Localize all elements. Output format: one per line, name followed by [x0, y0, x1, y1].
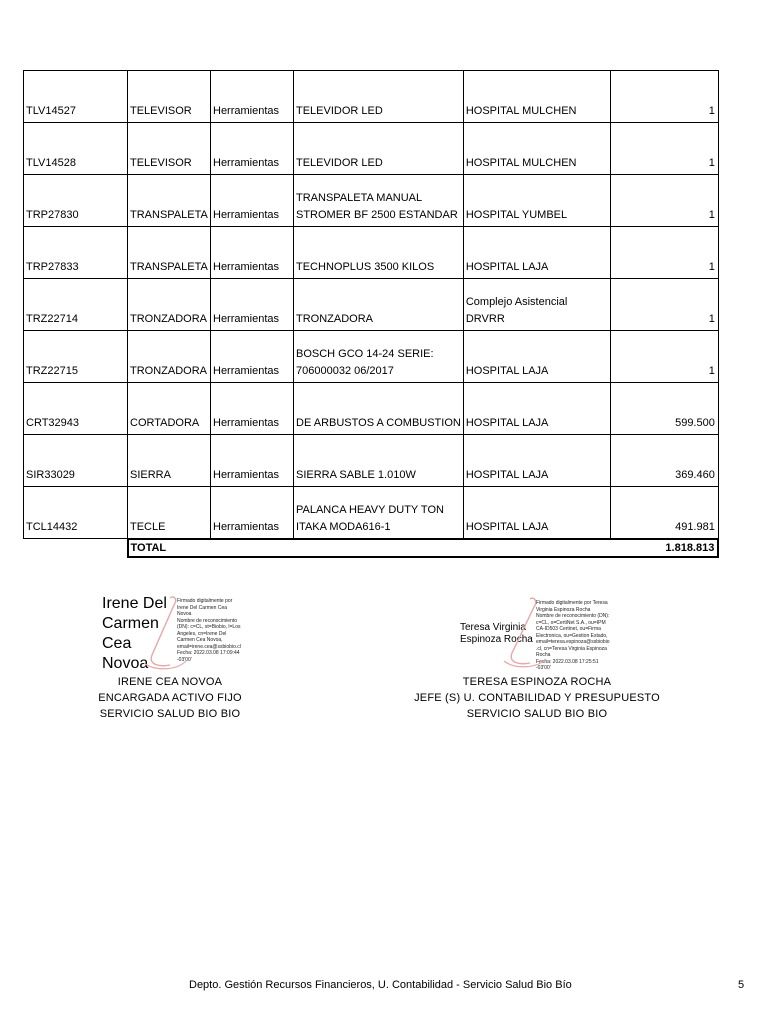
table-row	[24, 71, 719, 123]
asset-type-cell: TRONZADORA	[128, 279, 211, 331]
cell-line: 706000032 06/2017	[296, 365, 394, 377]
total-spacer	[24, 539, 128, 557]
signer-name-right: Teresa Virginia Espinoza Rocha	[460, 622, 533, 645]
location-cell	[463, 123, 610, 175]
category-cell: Herramientas	[211, 175, 294, 227]
amount-cell: 369.460	[610, 435, 718, 487]
cell-line: SIERRA SABLE 1.010W	[296, 469, 416, 481]
amount-cell: 599.500	[610, 383, 718, 435]
description-cell	[294, 487, 464, 539]
table-row	[24, 279, 719, 331]
cell-line: STROMER BF 2500 ESTANDAR	[296, 209, 458, 221]
asset-code-cell: TCL14432	[24, 487, 128, 539]
amount-cell: 1	[610, 279, 718, 331]
total-row	[24, 539, 719, 557]
asset-code-cell: TRZ22714	[24, 279, 128, 331]
amount-cell: 1	[610, 331, 718, 383]
cell-line: HOSPITAL YUMBEL	[465, 209, 568, 221]
total-spacer	[211, 539, 611, 557]
asset-code-cell: TLV14528	[24, 123, 128, 175]
location-cell	[463, 175, 610, 227]
table-row	[24, 487, 719, 539]
description-cell	[294, 227, 464, 279]
cell-line: TECHNOPLUS 3500 KILOS	[296, 261, 435, 273]
cell-line: HOSPITAL LAJA	[465, 261, 549, 273]
inventory-table	[23, 70, 719, 558]
cell-line: HOSPITAL LAJA	[465, 520, 549, 533]
category-cell: Herramientas	[211, 227, 294, 279]
description-cell	[294, 71, 464, 123]
asset-code-cell: TRP27833	[24, 227, 128, 279]
cell-line: HOSPITAL LAJA	[465, 417, 549, 429]
location-cell	[463, 487, 610, 539]
amount-cell: 1	[610, 71, 718, 123]
amount-cell: 491.981	[610, 487, 718, 539]
cell-line: TRONZADORA	[296, 313, 373, 325]
cell-line: HOSPITAL MULCHEN	[465, 105, 577, 117]
table-row	[24, 331, 719, 383]
location-cell	[463, 227, 610, 279]
asset-type-cell: TELEVISOR	[128, 71, 211, 123]
signer-name-left: Irene Del Carmen Cea Novoa	[102, 595, 167, 672]
table-row	[24, 435, 719, 487]
page-number: 5	[738, 979, 745, 991]
cell-line: DE ARBUSTOS A COMBUSTION	[296, 417, 461, 429]
category-cell: Herramientas	[211, 383, 294, 435]
table-row	[24, 227, 719, 279]
category-cell: Herramientas	[211, 71, 294, 123]
cell-line: DRVRR	[465, 313, 505, 325]
cell-line: HOSPITAL MULCHEN	[465, 157, 577, 169]
asset-type-cell: TRONZADORA	[128, 331, 211, 383]
cell-line: ITAKA MODA616-1	[296, 520, 391, 533]
asset-code-cell: TRP27830	[24, 175, 128, 227]
description-cell	[294, 383, 464, 435]
asset-type-cell: TRANSPALETA	[128, 175, 211, 227]
cell-line: HOSPITAL LAJA	[465, 365, 549, 377]
category-cell: Herramientas	[211, 279, 294, 331]
cell-line: TELEVIDOR LED	[296, 105, 383, 117]
signature-certificate-right: Firmado digitalmente por Teresa Virginia Espinoza Rocha Nombre de reconocimiento (DN): c=CL, o=CertiNet S.A., ou=IPM CA-ID503 Certinet, ou=Firma Electronica, ou=Gestion Estado, email=teresa.espinoza@ssbiobio .cl, cn=Teresa Virginia Espinoza Rocha Fecha: 2022.03.08 17:25:51 -03'00'	[536, 600, 610, 671]
location-cell	[463, 383, 610, 435]
asset-code-cell: CRT32943	[24, 383, 128, 435]
location-cell	[463, 331, 610, 383]
amount-cell: 1	[610, 123, 718, 175]
cell-line: HOSPITAL LAJA	[465, 469, 549, 481]
description-cell	[294, 435, 464, 487]
table-row	[24, 383, 719, 435]
signature-stamp-left	[130, 593, 190, 673]
location-cell	[463, 71, 610, 123]
asset-type-cell: TRANSPALETA	[128, 227, 211, 279]
total-label: TOTAL	[128, 539, 211, 557]
asset-type-cell: TECLE	[128, 487, 211, 539]
category-cell: Herramientas	[211, 487, 294, 539]
description-cell	[294, 331, 464, 383]
description-cell	[294, 279, 464, 331]
asset-type-cell: TELEVISOR	[128, 123, 211, 175]
description-cell	[294, 175, 464, 227]
amount-cell: 1	[610, 227, 718, 279]
cell-line: TRANSPALETA MANUAL	[296, 192, 423, 204]
cell-line: BOSCH GCO 14-24 SERIE:	[296, 348, 434, 360]
signature-certificate-left: Firmado digitalmente por Irene Del Carmen Cea Novoa Nombre de reconocimiento (DN): c=CL, st=Biobio, l=Los Angeles, cn=Irene Del Carmen Cea Novoa, email=irene.cea@ssbiobio.cl Fecha: 2022.03.08 17:09:44 -03'00'	[177, 598, 241, 663]
signature-stamp-right	[496, 593, 556, 673]
table-row	[24, 175, 719, 227]
signer-caption-right: TERESA ESPINOZA ROCHA JEFE (S) U. CONTABILIDAD Y PRESUPUESTO SERVICIO SALUD BIO BIO	[414, 676, 660, 720]
cell-line: PALANCA HEAVY DUTY TON	[296, 503, 444, 516]
asset-type-cell: CORTADORA	[128, 383, 211, 435]
category-cell: Herramientas	[211, 435, 294, 487]
category-cell: Herramientas	[211, 123, 294, 175]
cell-line: TELEVIDOR LED	[296, 157, 383, 169]
asset-code-cell: TRZ22715	[24, 331, 128, 383]
total-value: 1.818.813	[610, 539, 718, 557]
table-row	[24, 123, 719, 175]
category-cell: Herramientas	[211, 331, 294, 383]
location-cell	[463, 279, 610, 331]
signer-caption-left: IRENE CEA NOVOA ENCARGADA ACTIVO FIJO SERVICIO SALUD BIO BIO	[98, 676, 242, 720]
footer-text: Depto. Gestión Recursos Financieros, U. Contabilidad - Servicio Salud Bio Bío	[189, 979, 572, 991]
asset-code-cell: TLV14527	[24, 71, 128, 123]
asset-code-cell: SIR33029	[24, 435, 128, 487]
amount-cell: 1	[610, 175, 718, 227]
description-cell	[294, 123, 464, 175]
cell-line: Complejo Asistencial	[465, 296, 568, 308]
asset-type-cell: SIERRA	[128, 435, 211, 487]
location-cell	[463, 435, 610, 487]
